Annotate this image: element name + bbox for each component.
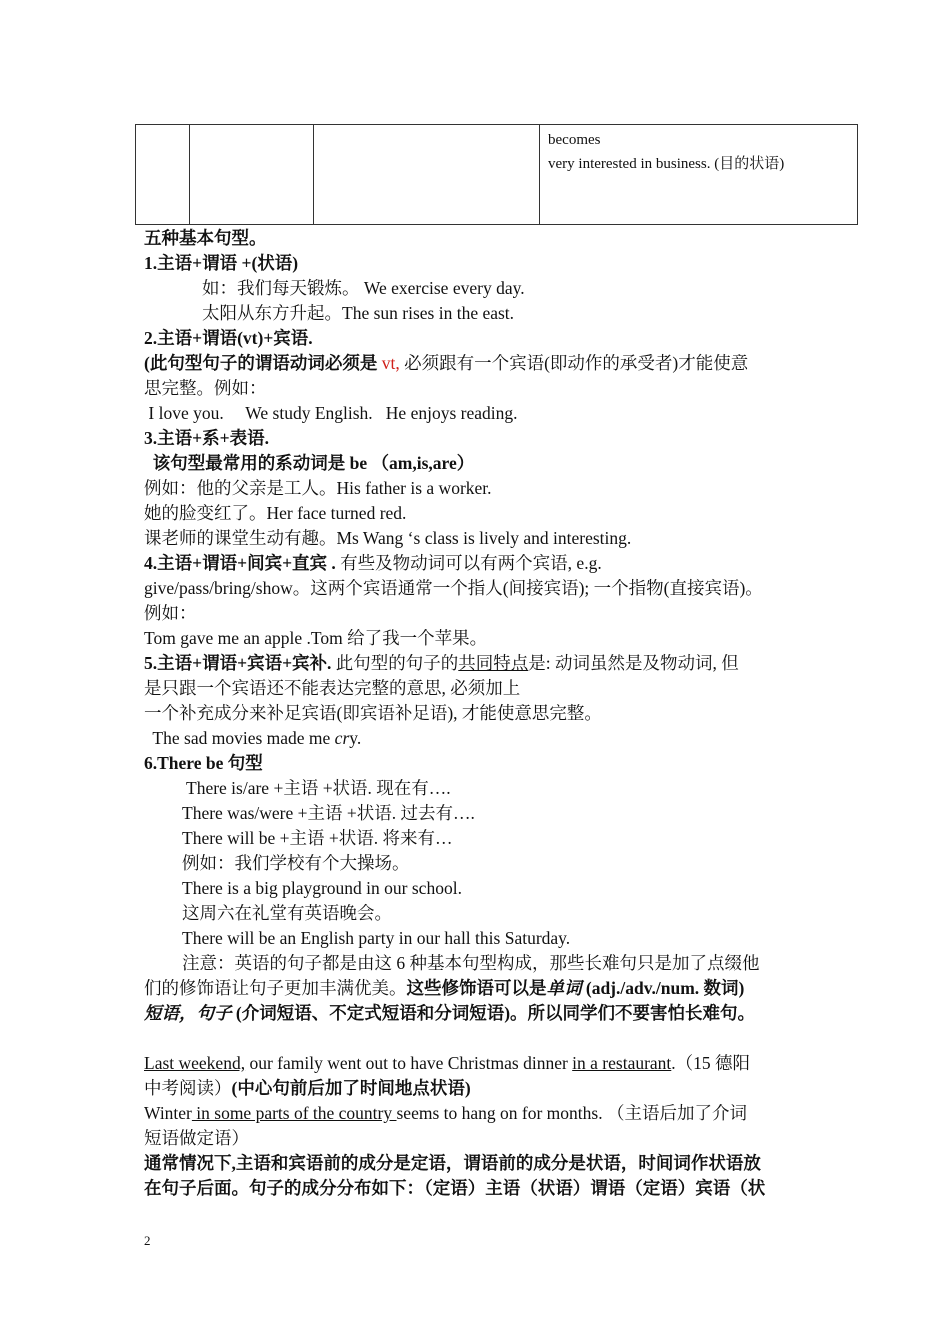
note-line-3a: 短语，句子 [144, 1003, 232, 1023]
pattern-3-heading: 3.主语+系+表语. [144, 428, 269, 448]
note-line-2 [144, 976, 814, 1001]
example-b-underline: in some parts of the country [191, 1103, 397, 1123]
pattern-6-line-6: 这周六在礼堂有英语晚会。 [182, 903, 392, 923]
pattern-6-line-7: There will be an English party in our hall this Saturday. [182, 928, 571, 948]
example-a-underline-2: in a restaurant [572, 1053, 672, 1073]
blank-line [144, 1026, 814, 1051]
pattern-2-examples: I love you. We study English. He enjoys reading. [144, 403, 518, 423]
pattern-4-example-1: Tom gave me an apple .Tom 给了我一个苹果。 [144, 628, 488, 648]
document-body [144, 226, 814, 1201]
example-a-line2a: 中考阅读） [144, 1078, 232, 1098]
table-cell-4 [540, 125, 858, 225]
pattern-1-example-2: 太阳从东方升起。The sun rises in the east. [202, 303, 515, 323]
pattern-1-example-1: 如：我们每天锻炼。 We exercise every day. [202, 278, 525, 298]
pattern-2-note-line2: 思完整。例如： [144, 378, 267, 398]
pattern-5-example-b: y. [349, 728, 362, 748]
example-a-line2b: (中心句前后加了时间地点状语) [231, 1078, 471, 1098]
pattern-6-line-3: There will be +主语 +状语. 将来有… [182, 828, 453, 848]
pattern-3-example-1: 例如：他的父亲是工人。His father is a worker. [144, 478, 492, 498]
note-line-2b: 这些修饰语可以是 [406, 978, 547, 998]
pattern-2-note-part2: 必须跟有一个宾语(即动作的承受者)才能使意 [399, 353, 749, 373]
table-fragment [135, 124, 858, 225]
note-line-3b: (介词短语、不定式短语和分词短语)。所以同学们不要害怕长难句。 [231, 1003, 756, 1023]
summary-line-2: 在句子后面。句子的成分分布如下：（定语）主语（状语）谓语（定语）宾语（状 [144, 1178, 766, 1198]
example-b-line2: 短语做定语） [144, 1128, 249, 1148]
pattern-1-heading: 1.主语+谓语 +(状语) [144, 253, 299, 273]
pattern-5-line1 [144, 651, 814, 676]
pattern-4-heading: 4.主语+谓语+间宾+直宾 . [144, 553, 336, 573]
pattern-3-note: 该句型最常用的系动词是 be （am,is,are） [144, 453, 475, 473]
pattern-5-note2: 是只跟一个宾语还不能表达完整的意思, 必须加上 [144, 678, 521, 698]
table-cell-2 [190, 125, 314, 225]
example-b-line1 [144, 1101, 814, 1126]
pattern-3-example-3: 课老师的课堂生动有趣。Ms Wang ‘s class is lively and interesting. [144, 528, 632, 548]
pattern-6-line-2: There was/were +主语 +状语. 过去有…. [182, 803, 475, 823]
note-line-1: 注意：英语的句子都是由这 6 种基本句型构成，那些长难句只是加了点缀他 [182, 953, 760, 973]
example-a-underline-1: Last weekend, [144, 1053, 246, 1073]
pattern-5-note-underlined: 共同特点 [458, 653, 529, 673]
note-line-2d: (adj./adv./num. 数词) [581, 978, 745, 998]
summary-line-1: 通常情况下,主语和宾语前的成分是定语，谓语前的成分是状语，时间词作状语放 [144, 1153, 761, 1173]
pattern-3-example-2: 她的脸变红了。Her face turned red. [144, 503, 407, 523]
page-number: 2 [144, 1233, 151, 1248]
pattern-6-heading: 6.There be 句型 [144, 753, 263, 773]
pattern-5-example-a: The sad movies made me [144, 728, 335, 748]
pattern-4-note2: give/pass/bring/show。这两个宾语通常一个指人(间接宾语); 一个指物(直接宾语)。 [144, 578, 763, 598]
pattern-5-note3: 一个补充成分来补足宾语(即宾语补足语), 才能使意思完整。 [144, 703, 602, 723]
example-a-text-2: .（15 德阳 [671, 1053, 751, 1073]
pattern-2-note-vt: vt, [381, 353, 400, 373]
table-cell-3 [314, 125, 540, 225]
pattern-5-heading: 5.主语+谓语+宾语+宾补. [144, 653, 332, 673]
pattern-2-heading: 2.主语+谓语(vt)+宾语. [144, 328, 313, 348]
example-b-text-2: seems to hang on for months. （主语后加了介词 [396, 1103, 747, 1123]
pattern-6-line-5: There is a big playground in our school. [182, 878, 462, 898]
pattern-5-note-part1: 此句型的句子的 [331, 653, 459, 673]
example-b-text-1: Winter [144, 1103, 192, 1123]
table-cell-1 [136, 125, 190, 225]
table-cell-4-line2: very interested in business. (目的状语) [548, 156, 785, 172]
pattern-4-note3: 例如： [144, 603, 197, 623]
pattern-5-example [144, 726, 814, 751]
pattern-6-line-1: There is/are +主语 +状语. 现在有…. [186, 778, 451, 798]
example-a-text-1: our family went out to have Christmas dinner [245, 1053, 573, 1073]
pattern-5-example-italic: cr [334, 728, 350, 748]
example-a-line2 [144, 1076, 814, 1101]
pattern-4-line1 [144, 551, 814, 576]
pattern-2-note-part1: (此句型句子的谓语动词必须是 [144, 353, 382, 373]
table-cell-4-line1: becomes [548, 132, 601, 148]
section-title: 五种基本句型。 [144, 228, 267, 248]
example-a-line1 [144, 1051, 814, 1076]
note-line-3 [144, 1001, 814, 1026]
pattern-5-note-part2: 是: 动词虽然是及物动词, 但 [528, 653, 739, 673]
pattern-4-note1: 有些及物动词可以有两个宾语, e.g. [335, 553, 602, 573]
pattern-6-line-4: 例如：我们学校有个大操场。 [182, 853, 410, 873]
pattern-2-note [144, 351, 814, 376]
note-line-2a: 们的修饰语让句子更加丰满优美。 [144, 978, 407, 998]
note-line-2c: 单词 [546, 978, 582, 998]
